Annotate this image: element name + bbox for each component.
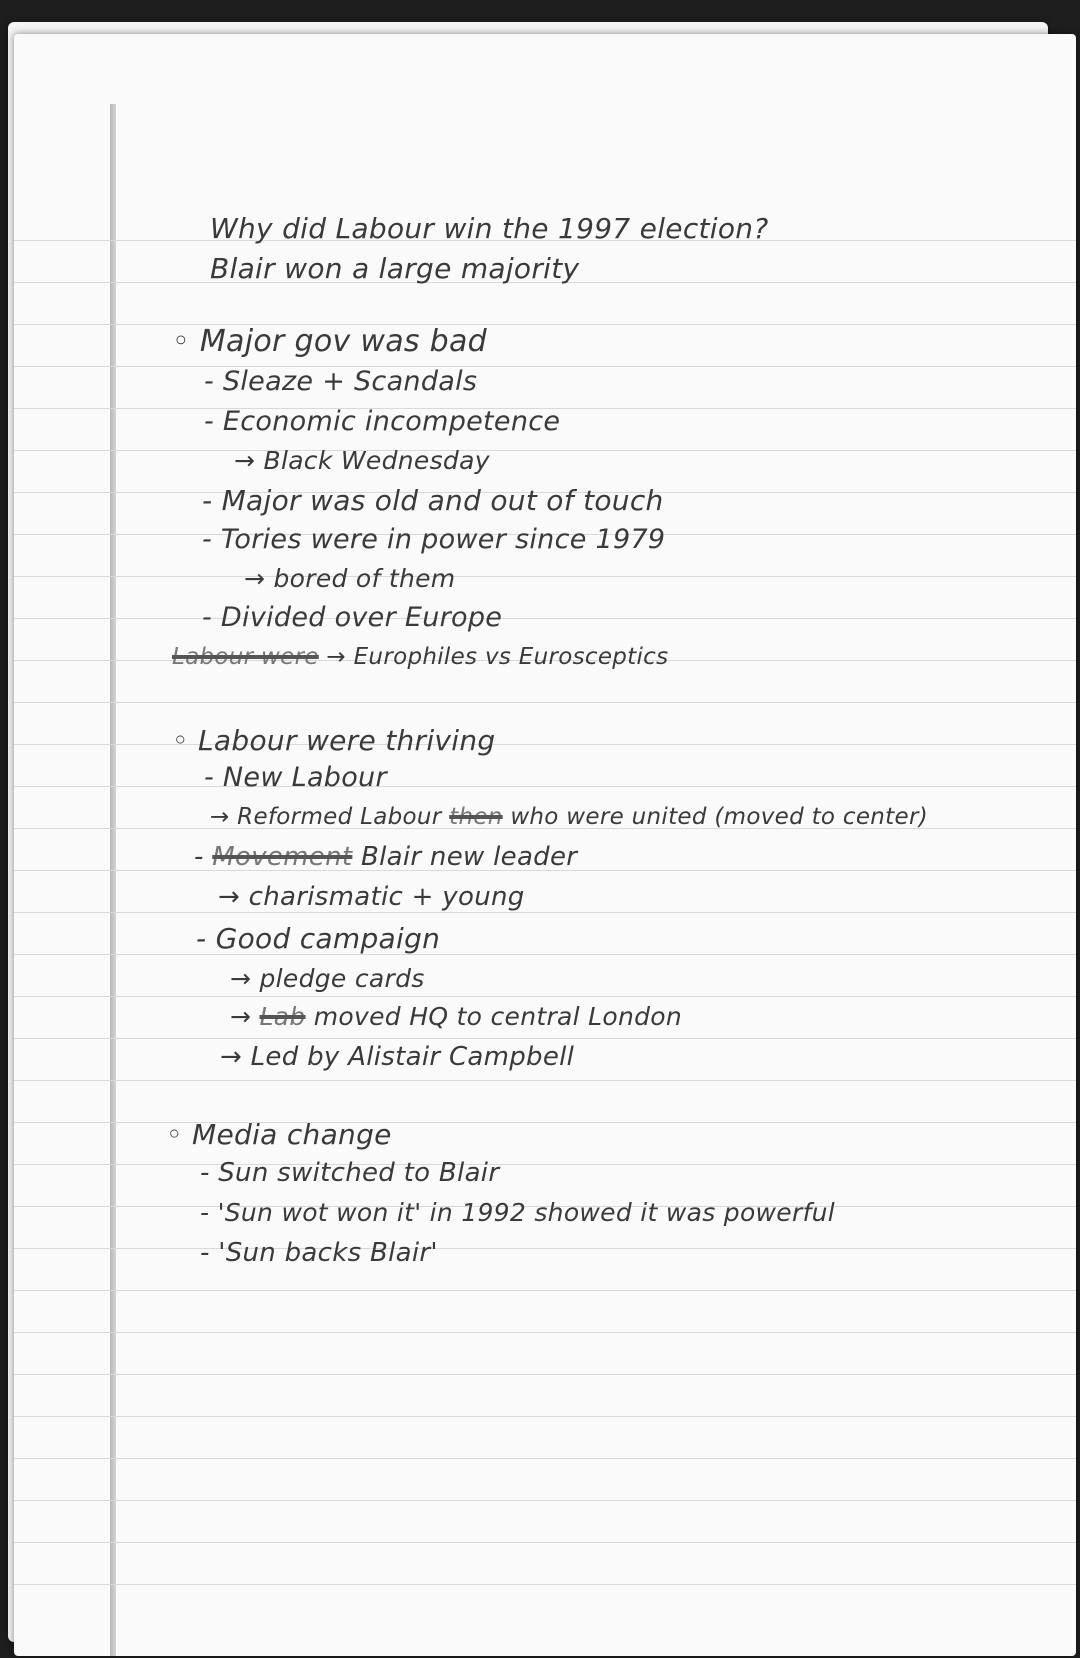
note-line-text: Blair new leader — [360, 842, 578, 872]
note-title: Why did Labour win the 1997 election? — [210, 212, 769, 245]
note-line: - Tories were in power since 1979 — [202, 524, 666, 555]
note-line: - Major was old and out of touch — [202, 484, 664, 517]
section-heading-media — [166, 1118, 392, 1151]
crossed-out-text: Lab — [259, 1002, 306, 1031]
ruled-line — [14, 912, 1076, 913]
note-line: → pledge cards — [230, 964, 425, 993]
note-line-text: → Reformed Labour — [210, 804, 442, 830]
bullet-icon: ◦ — [172, 324, 200, 359]
note-line-text: who were united (moved to center) — [510, 804, 928, 830]
note-line: - Economic incompetence — [204, 406, 561, 437]
ruled-line — [14, 954, 1076, 955]
ruled-line — [14, 1248, 1076, 1249]
note-line: → Black Wednesday — [234, 446, 490, 475]
section-heading-text: Media change — [192, 1118, 392, 1151]
note-line-hq: → Lab moved HQ to central London — [230, 1002, 683, 1031]
ruled-line — [14, 1542, 1076, 1543]
ruled-line — [14, 786, 1076, 787]
note-line: → bored of them — [244, 564, 456, 593]
crossed-out-text: Labour were — [172, 644, 319, 670]
section-heading-major-gov — [172, 324, 487, 359]
section-heading-labour — [172, 724, 496, 757]
ruled-line — [14, 1416, 1076, 1417]
note-line: - Divided over Europe — [202, 602, 503, 633]
note-line: - New Labour — [204, 762, 387, 793]
ruled-line — [14, 1290, 1076, 1291]
ruled-line — [14, 618, 1076, 619]
page-margin-line — [110, 104, 116, 1656]
note-line-text: moved HQ to central London — [313, 1002, 683, 1031]
ruled-line — [14, 1080, 1076, 1081]
ruled-line — [14, 366, 1076, 367]
note-line-text: → Europhiles vs Eurosceptics — [326, 644, 669, 670]
note-line: - 'Sun wot won it' in 1992 showed it was powerful — [200, 1198, 836, 1227]
ruled-line — [14, 996, 1076, 997]
note-line: - Good campaign — [196, 922, 441, 955]
ruled-line — [14, 1038, 1076, 1039]
note-line: → Led by Alistair Campbell — [220, 1042, 575, 1072]
note-subtitle: Blair won a large majority — [210, 252, 580, 285]
crossed-out-text: then — [449, 804, 503, 830]
section-heading-text: Labour were thriving — [198, 724, 496, 757]
bullet-icon: ◦ — [172, 724, 199, 757]
crossed-out-text: Movement — [212, 842, 353, 872]
ruled-line — [14, 1458, 1076, 1459]
note-line: - Sleaze + Scandals — [204, 366, 478, 397]
ruled-line — [14, 1500, 1076, 1501]
ruled-line — [14, 450, 1076, 451]
note-line: - Sun switched to Blair — [200, 1158, 500, 1188]
notebook-page — [14, 34, 1076, 1656]
ruled-line — [14, 1374, 1076, 1375]
ruled-line — [14, 576, 1076, 577]
ruled-line — [14, 702, 1076, 703]
ruled-line — [14, 1584, 1076, 1585]
note-line: → charismatic + young — [218, 882, 525, 912]
note-line-europe — [172, 644, 668, 670]
ruled-line — [14, 1164, 1076, 1165]
note-line-reformed — [210, 804, 928, 830]
section-heading-text: Major gov was bad — [199, 324, 488, 359]
ruled-line — [14, 1332, 1076, 1333]
note-line-blair-leader: - Movement Blair new leader — [194, 842, 578, 872]
note-line: - 'Sun backs Blair' — [200, 1238, 438, 1268]
bullet-icon: ◦ — [166, 1118, 193, 1151]
